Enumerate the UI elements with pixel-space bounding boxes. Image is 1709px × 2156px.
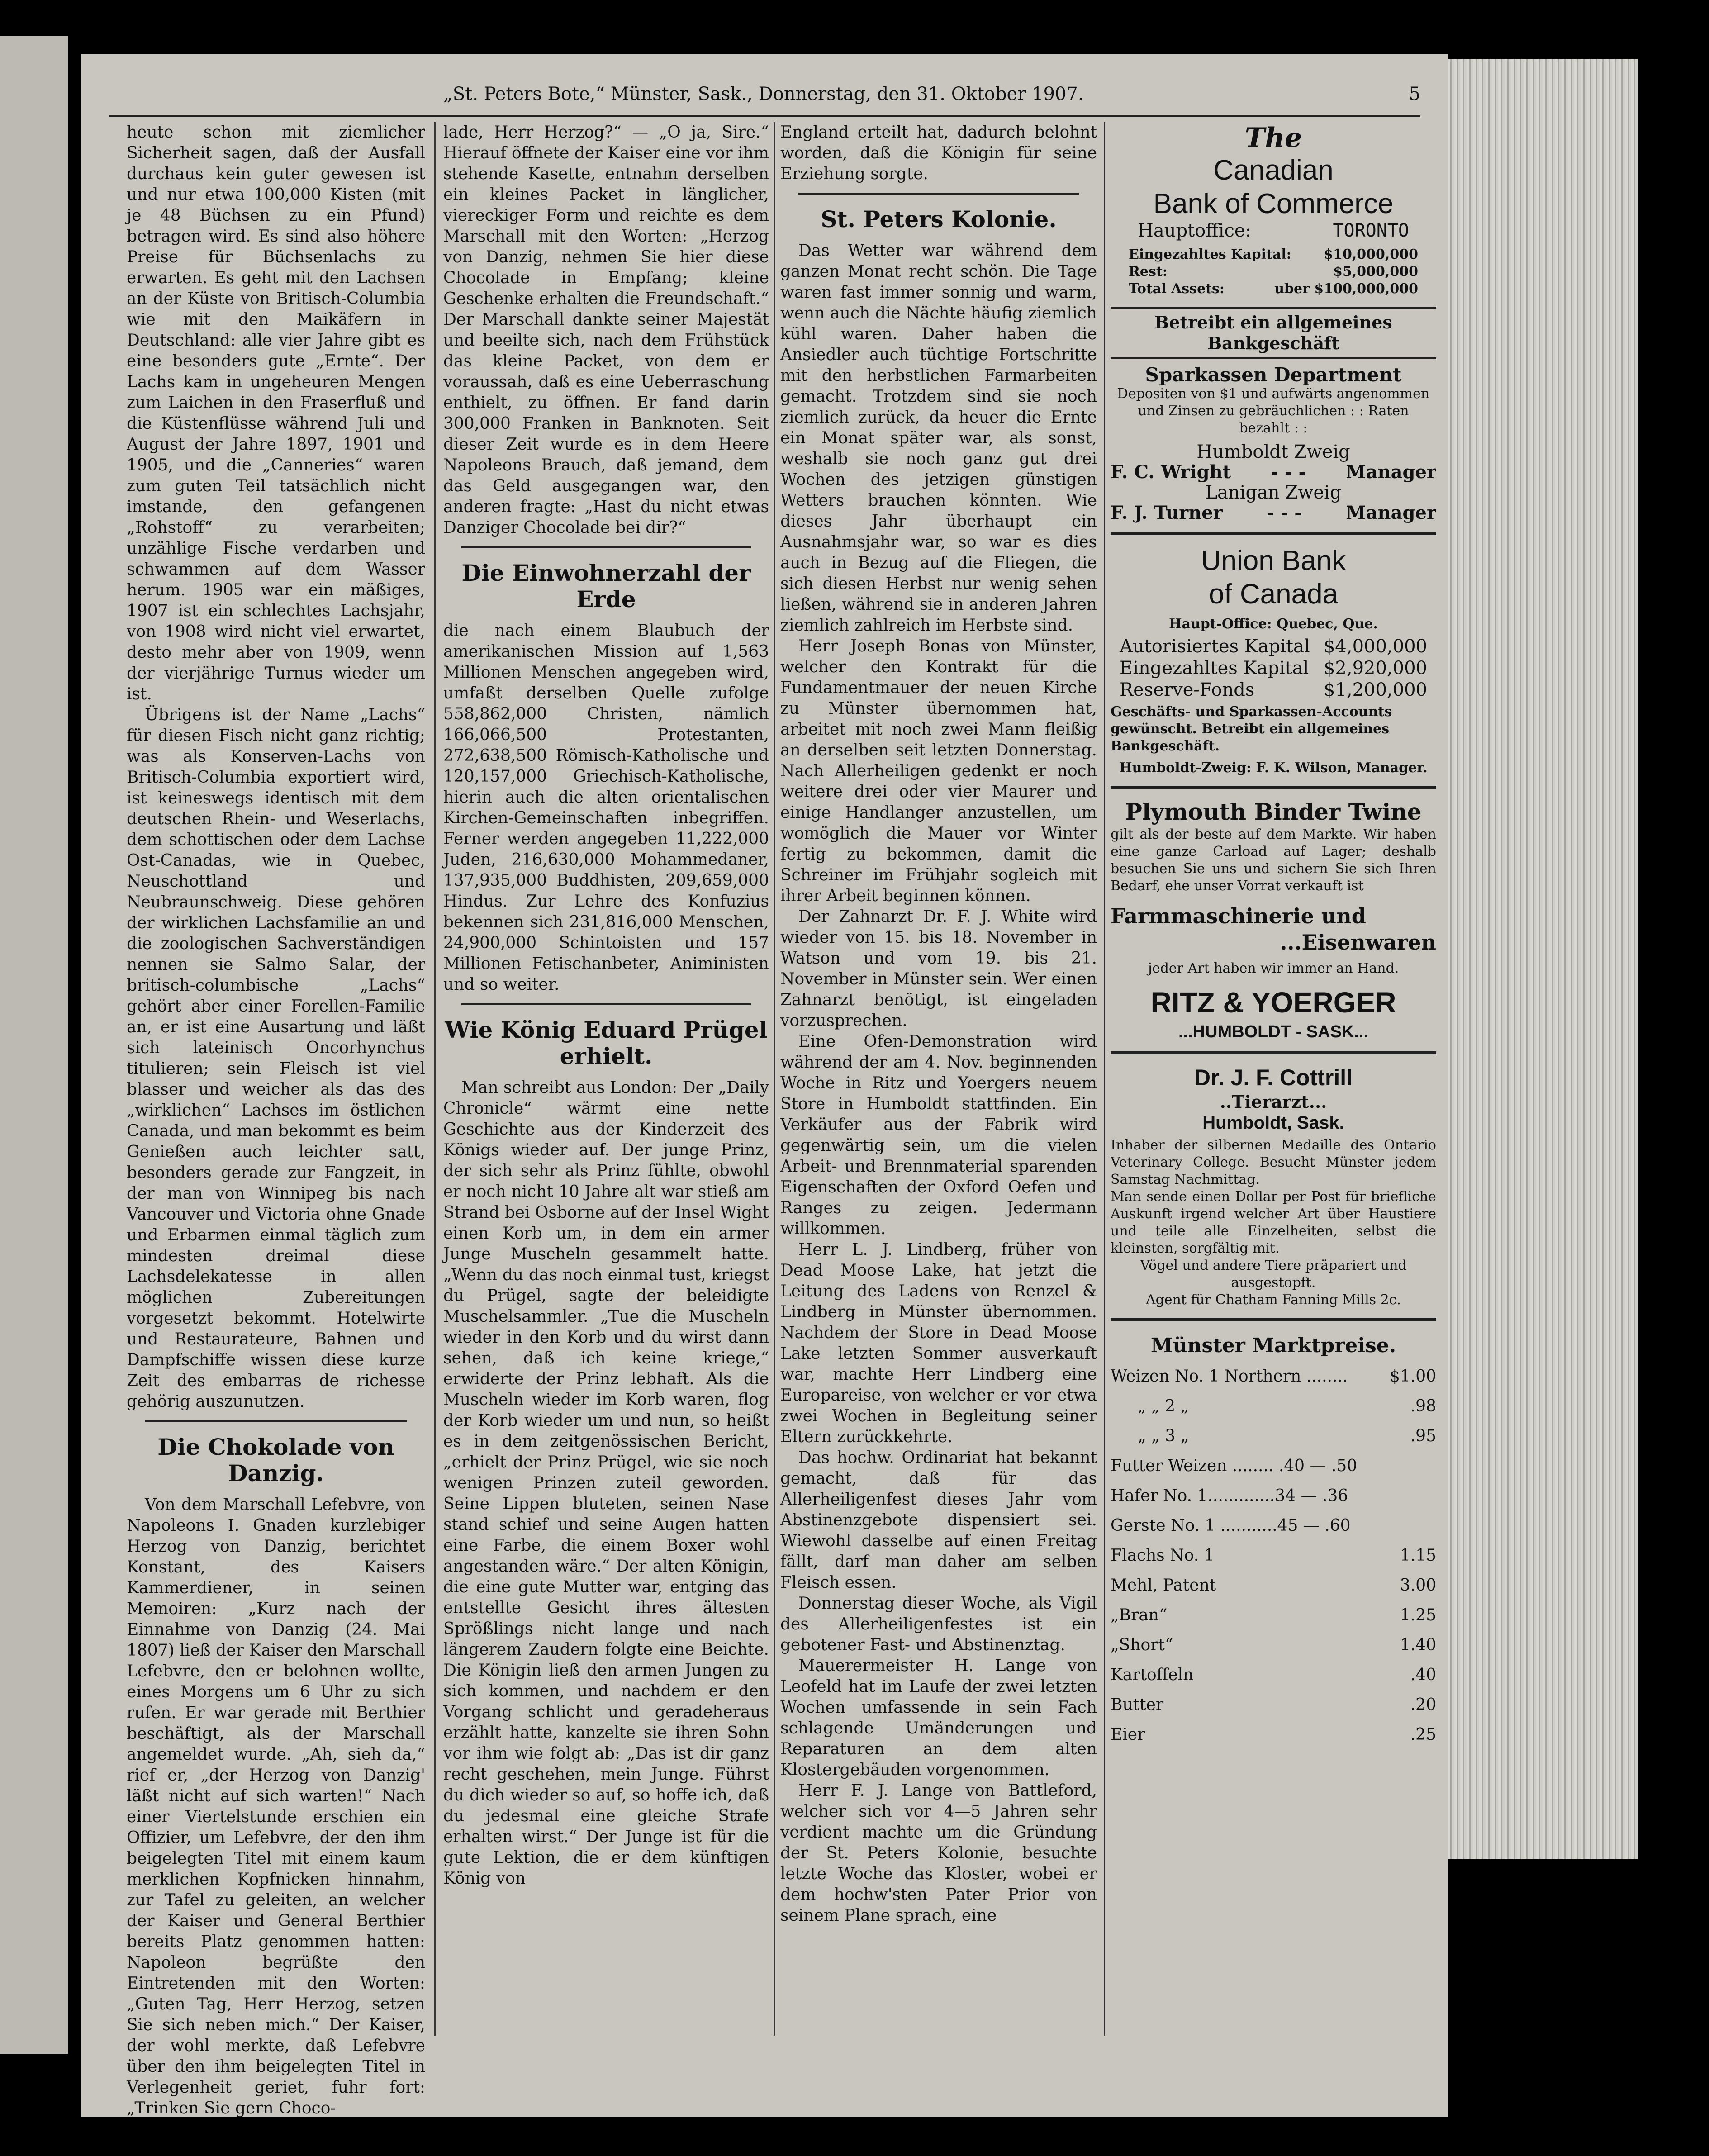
article-paragraph: lade, Herr Herzog?“ — „O ja, Sire.“ Hierauf öffnete der Kaiser eine vor ihm stehende Kasette, entnahm derselben ein kleines Packet in länglicher, viereckiger Form und reichte es dem Marschall mit den Worten: „Herzog von Danzig, nehmen Sie hier diese Chocolade in Empfang; kleine Geschenke erhalten die Freundschaft.“ Der Marschall dankte seiner Majestät und beeilte sich, nach dem Frühstück das kleine Packet, von dem er voraussah, daß es eine Ueberraschung enthielt, zu öffnen. Er fand darin 300,000 Franken in Banknoten. Seit dieser Zeit wurde es in dem Heere Napoleons Brauch, daß jemand, dem das Geld ausgegangen war, den anderen fragte: „Hast du nicht etwas Danziger Chocolade bei dir?“ bbox=[443, 123, 769, 537]
article-paragraph: Übrigens ist der Name „Lachs“ für diesen Fisch nicht ganz richtig; was als Konserven-Lachs von Britisch-Columbia exportiert wird, ist keineswegs identisch mit dem deutschen Rhein- und Weserlachs, dem schottischen oder dem Lachse Ost-Canadas, wie in Quebec, Neuschottland und Neubraunschweig. Diese gehören der wirklichen Lachsfamilie an und die zoologischen Sachverständigen nennen sie Salmo Salar, der britisch-columbische „Lachs“ gehört aber einer Forellen-Familie an, er ist eine Ausartung und läßt sich lateinisch Oncorhynchus titulieren; sein Fleisch ist viel blasser und weicher als das des „wirklichen“ Lachses im östlichen Canada, und man bekommt es beim Genießen auch leichter satt, besonders gerade zur Fangzeit, in der man von Winnipeg bis nach Vancouver und Victoria ohne Gnade und Erbarmen einmal täglich zum mindesten dreimal diese Lachsdelekatesse in allen möglichen Zubereitungen vorgesetzt bekommt. Hotelwirte und Restaurateure, Bahnen und Dampfschiffe wissen diese kurze Zeit des embarras de richesse gehörig auszunutzen. bbox=[127, 706, 425, 1411]
price-row: „ „ 3 „ .95 bbox=[1138, 1427, 1436, 1445]
price-row: Weizen No. 1 Northern ........ $1.00 bbox=[1111, 1367, 1436, 1386]
capital-row: Eingezahltes Kapital $2,920,000 bbox=[1120, 658, 1427, 679]
vet-place: Humboldt, Sask. bbox=[1202, 1113, 1344, 1133]
left-page-margin bbox=[0, 36, 68, 2054]
union-branch: Humboldt-Zweig: F. K. Wilson, Manager. bbox=[1119, 760, 1428, 776]
union-bank-ad bbox=[1111, 544, 1436, 777]
article-heading: Wie König Eduard Prügel erhielt. bbox=[445, 1016, 768, 1069]
head-office bbox=[1111, 221, 1436, 241]
savings-title: Sparkassen Department bbox=[1145, 364, 1402, 386]
union-text: Geschäfts- und Sparkassen-Accounts gewünscht. Betreibt ein allgemeines Bankgeschäft. bbox=[1111, 704, 1392, 754]
price-row: Butter .20 bbox=[1111, 1695, 1436, 1714]
article-heading: Die Einwohnerzahl der Erde bbox=[461, 560, 751, 613]
article-paragraph: Mauerermeister H. Lange von Leofeld hat im Laufe der zwei letzten Wochen umfassende in sein Fach schlagende Umänderungen und Reparaturen an dem alten Klostergebäuden vorgenommen. bbox=[780, 1657, 1097, 1779]
column-rule bbox=[434, 122, 436, 2036]
bank-name: of Canada bbox=[1208, 579, 1339, 610]
column-2 bbox=[443, 122, 769, 1889]
masthead: „St. Peters Bote,“ Münster, Sask., Donnerstag, den 31. Oktober 1907. bbox=[443, 84, 1084, 104]
vet-title: ..Tierarzt... bbox=[1220, 1092, 1327, 1112]
canadian-bank-of-commerce-ad bbox=[1111, 122, 1436, 523]
prices-title: Münster Marktpreise. bbox=[1150, 1334, 1396, 1357]
ad-title: ...Eisenwaren bbox=[1280, 930, 1436, 955]
ad-the: The bbox=[1244, 122, 1302, 154]
divider bbox=[461, 1003, 751, 1005]
divider bbox=[145, 1420, 407, 1422]
article-paragraph: heute schon mit ziemlicher Sicherheit sagen, daß der Ausfall durchaus kein guter gewesen ist und nur etwa 100,000 Kisten (mit je 48 Büchsen zu ein Pfund) betragen wird. Es sind also höhere Preise für Büchsenlachs zu erwarten. Es geht mit den Lachsen an der Küste von Britisch-Columbia wie mit den Maikäfern in Deutschland: alle vier Jahre gibt es eine besonders gute „Ernte“. Der Lachs kam in ungeheuren Mengen zum Laichen in den Fraserfluß und die Küstenflüsse während Juli und August der Jahre 1897, 1901 und 1905, und die „Canneries“ waren zum guten Teil tatsächlich nicht imstande, den gefangenen „Rohstoff“ zu verarbeiten; unzählige Fische verdarben und schwammen auf dem Wasser herum. 1905 war ein mäßiges, 1907 ist ein schlechtes Lachsjahr, von 1908 wird nicht viel erwartet, desto mehr aber von 1909, wenn der vierjährige Turnus wieder um ist. bbox=[127, 123, 425, 703]
price-row: „Bran“ 1.25 bbox=[1111, 1606, 1436, 1624]
bank-business: Betreibt ein allgemeines Bankgeschäft bbox=[1154, 312, 1392, 353]
article-paragraph: Von dem Marschall Lefebvre, von Napoleons I. Gnaden kurzlebiger Herzog von Danzig, berichtet Konstant, des Kaisers Kammerdiener, in seinen Memoiren: „Kurz nach der Einnahme von Danzig (24. Mai 1807) ließ der Kaiser den Marschall Lefebvre, den er belohnen wollte, eines Morgens um 6 Uhr zu sich rufen. Er war gerade mit Berthier beschäftigt, als der Marschall angemeldet wurde. „Ah, sieh da,“ rief er, „der Herzog von Danzig' läßt nicht auf sich warten!“ Nach einer Viertelstunde erschien ein Offizier, um Lefebvre, der den ihm beigelegten Titel mit einem kaum merklichen Kopfnicken hinnahm, zur Tafel zu geleiten, an welcher der Kaiser und General Berthier bereits Platz genommen hatten: Napoleon begrüßte den Eintretenden mit den Worten: „Guten Tag, Herr Herzog, setzen Sie sich neben mich.“ Der Kaiser, der wohl merkte, daß Lefebvre über den ihm beigelegten Titel in Verlegenheit geriet, fuhr fort: „Trinken Sie gern Choco- bbox=[127, 1496, 425, 2117]
article-paragraph: Das Wetter war während dem ganzen Monat recht schön. Die Tage waren fast immer sonnig und warm, wenn auch die Nächte häufig ziemlich kühl waren. Daher haben die Ansiedler auch tüchtige Fortschritte mit den herbstlichen Farmarbeiten gemacht. Trotzdem sind sie noch ziemlich zurück, da heuer die Ernte ein Monat später war, als sonst, weshalb sie noch ganz gut drei Wochen des jetzigen günstigen Wetters brauchen könnten. Wie dieses Jahr überhaupt ein Ausnahmsjahr war, so war es dies auch in Bezug auf die Fliegen, die sich diesen Herbst nur wenig sehen ließen, während sie in anderen Jahren ziemlich zahlreich im Herbste sind. bbox=[780, 242, 1097, 635]
savings-text: Depositen von $1 und aufwärts angenommen und Zinsen zu gebräuchlichen : : Raten bezahlt : : bbox=[1117, 386, 1430, 436]
article-paragraph: Man schreibt aus London: Der „Daily Chronicle“ wärmt eine nette Geschichte aus der Kinderzeit des Königs wieder auf. Der junge Prinz, der sich sehr als Prinz fühlte, obwohl er noch nicht 10 Jahre alt war stieß am Strand bei Osborne auf der Insel Wight einen Korb um, in dem ein armer Junge Muscheln gesammelt hatte. „Wenn du das noch einmal tust, kriegst du Prügel, sagte der beleidigte Muschelsammler. „Tue die Muscheln wieder in den Korb und du wirst dann sehen, daß ich keine kriege,“ erwiderte der Prinz lebhaft. Als die Muscheln wieder im Korb waren, flog der Korb wieder um und nun, so heißt es in dem zeitgenössischen Bericht, „erhielt der Prinz Prügel, wie sie noch wenigen Prinzen zuteil geworden. Seine Lippen bluteten, seinen Nase stand schief und seine Augen hatten eine Farbe, die einem Boxer wohl angestanden wäre.“ Der alten Königin, die eine gute Mutter war, entging das entstellte Gesicht ihres ältesten Sprößlings nicht lange und nach längerem Zaudern folgte eine Beichte. Die Königin ließ den armen Jungen zu sich kommen, und nachdem er den Vorgang schlicht und geradeheraus erzählt hatte, kanzelte sie ihren Sohn vor ihm wie folgt ab: „Das ist dir ganz recht geschehen, mein Junge. Führst du dich wieder so auf, so hoffe ich, daß du jedesmal eine gleiche Strafe erhalten wirst.“ Der Junge ist für die gute Lektion, die er dem künftigen König von bbox=[443, 1078, 769, 1888]
manager-row: F. J. Turner - - - Manager bbox=[1111, 502, 1436, 523]
head-office-label: Hauptoffice: bbox=[1138, 220, 1252, 241]
price-row: Futter Weizen ........ .40 — .50 bbox=[1111, 1457, 1358, 1475]
manager-row: F. C. Wright - - - Manager bbox=[1111, 461, 1436, 483]
bank-name: Canadian bbox=[1213, 155, 1334, 186]
price-row: „ „ 2 „ .98 bbox=[1138, 1397, 1436, 1415]
article-paragraph: Herr L. J. Lindberg, früher von Dead Moose Lake, hat jetzt die Leitung des Ladens von Renzel & Lindberg in Münster übernommen. Nachdem der Store in Dead Moose Lake letzten Sommer ausverkauft war, machte Herr Lindberg eine Europareise, von welcher er vor etwa zwei Wochen in Begleitung seiner Eltern zurückkehrte. bbox=[780, 1240, 1097, 1446]
vet-name: Dr. J. F. Cottrill bbox=[1194, 1065, 1353, 1090]
price-row: Mehl, Patent 3.00 bbox=[1111, 1576, 1436, 1595]
article-paragraph: Donnerstag dieser Woche, als Vigil des Allerheiligenfestes ist ein gebotener Fast- und Abstinenztag. bbox=[780, 1594, 1097, 1654]
divider bbox=[798, 193, 1079, 195]
ritz-yoerger-ad bbox=[1111, 798, 1436, 1042]
divider bbox=[461, 546, 751, 548]
column-1 bbox=[127, 122, 425, 2117]
price-row: Hafer No. 1.............34 — .36 bbox=[1111, 1486, 1348, 1505]
branch-name: Lanigan Zweig bbox=[1205, 482, 1342, 503]
price-row: Kartoffeln .40 bbox=[1111, 1666, 1436, 1684]
head-office: Haupt-Office: Quebec, Que. bbox=[1169, 616, 1378, 632]
price-row: Gerste No. 1 ...........45 — .60 bbox=[1111, 1516, 1351, 1535]
article-heading: St. Peters Kolonie. bbox=[821, 206, 1057, 233]
column-rule bbox=[1104, 122, 1105, 2036]
ad-text: gilt als der beste auf dem Markte. Wir haben eine ganze Carload auf Lager; deshalb besuchen Sie uns und sichern Sie sich Ihren Bedarf, ehe unser Vorrat verkauft ist bbox=[1111, 826, 1436, 894]
price-row: Eier .25 bbox=[1111, 1725, 1436, 1744]
capital-row: Eingezahltes Kapital: $10,000,000 bbox=[1129, 247, 1418, 262]
ad-title: Farmmaschinerie und bbox=[1111, 904, 1366, 928]
article-heading: Die Chokolade von Danzig. bbox=[157, 1434, 394, 1486]
article-paragraph: die nach einem Blaubuch der amerikanischen Mission auf 1,563 Millionen Menschen angegeben wird, umfaßt derselben Quelle zufolge 558,862,000 Christen, nämlich 166,066,500 Protestanten, 272,638,500 Römisch-Katholische und 120,157,000 Griechisch-Katholische, hierin auch die alten orientalischen Kirchen-Gemeinschaften inbegriffen. Ferner werden angegeben 11,222,000 Juden, 216,630,000 Mohammedaner, 137,935,000 Buddhisten, 209,659,000 Hindus. Zur Lehre des Konfuzius bekennen sich 231,816,000 Menschen, 24,900,000 Schintoisten und 157 Millionen Fetischanbeter, Aniministen und so weiter. bbox=[443, 622, 769, 994]
firm-name: RITZ & YOERGER bbox=[1150, 986, 1396, 1019]
vet-text: Inhaber der silbernen Medaille des Ontario Veterinary College. Besucht Münster jedem Samstag Nachmittag. bbox=[1111, 1137, 1436, 1187]
vet-text: Vögel und andere Tiere präpariert und ausgestopft. bbox=[1140, 1258, 1407, 1291]
article-paragraph: England erteilt hat, dadurch belohnt worden, daß die Königin für seine Erziehung sorgte. bbox=[780, 123, 1097, 183]
market-prices bbox=[1111, 1330, 1436, 1750]
newspaper-page bbox=[81, 54, 1448, 2117]
column-rule bbox=[774, 122, 775, 2036]
capital-row: Reserve-Fonds $1,200,000 bbox=[1120, 679, 1427, 700]
capital-row: Autorisiertes Kapital $4,000,000 bbox=[1120, 636, 1427, 657]
article-paragraph: Der Zahnarzt Dr. F. J. White wird wieder von 15. bis 18. November in Watson und vom 19. bis 21. November in Münster sein. Wer einen Zahnarzt benötigt, ist eingeladen vorzusprechen. bbox=[780, 907, 1097, 1030]
article-paragraph: Eine Ofen-Demonstration wird während der am 4. Nov. beginnenden Woche in Ritz und Yoergers neuem Store in Humboldt stattfinden. Ein Verkäufer aus der Fabrik wird gegenwärtig sein, um die vielen Arbeit- und Brennmaterial sparenden Eigenschaften der Oxford Oefen und Ranges zu zeigen. Jedermann willkommen. bbox=[780, 1032, 1097, 1238]
price-row: „Short“ 1.40 bbox=[1111, 1636, 1436, 1654]
bank-name: Bank of Commerce bbox=[1153, 188, 1394, 219]
branch-name: Humboldt Zweig bbox=[1196, 442, 1350, 462]
advertisement-column bbox=[1111, 122, 1436, 2022]
firm-place: ...HUMBOLDT - SASK... bbox=[1178, 1022, 1369, 1041]
ad-title: Plymouth Binder Twine bbox=[1125, 798, 1422, 825]
page-header bbox=[109, 79, 1420, 117]
vet-text: Man sende einen Dollar per Post für briefliche Auskunft irgend welcher Art über Haustiere und teile alle Einzelheiten, selbst die kleinsten, sorgfältig mit. bbox=[1111, 1189, 1436, 1256]
page-number: 5 bbox=[1409, 84, 1420, 104]
veterinarian-ad bbox=[1111, 1064, 1436, 1309]
price-row: Flachs No. 1 1.15 bbox=[1111, 1546, 1436, 1565]
bank-name: Union Bank bbox=[1201, 545, 1346, 576]
capital-row: Total Assets: uber $100,000,000 bbox=[1129, 281, 1418, 297]
article-paragraph: Das hochw. Ordinariat hat bekannt gemacht, daß für das Allerheiligenfest dieses Jahr vom Abstinenzgebote dispensiert sei. Wiewohl dasselbe auf einen Freitag fällt, darf man daher am selben Fleisch essen. bbox=[780, 1448, 1097, 1592]
ad-text: jeder Art haben wir immer an Hand. bbox=[1148, 960, 1399, 976]
article-paragraph: Herr F. J. Lange von Battleford, welcher sich vor 4—5 Jahren sehr verdient machte um die Gründung der St. Peters Kolonie, besuchte letzte Woche das Kloster, wobei er dem hochw'sten Pater Prior von seinem Plane sprach, eine bbox=[780, 1781, 1097, 1925]
article-paragraph: Herr Joseph Bonas von Münster, welcher den Kontrakt für die Fundamentmauer der neuen Kirche zu Münster übernommen hat, arbeitet mit noch zwei Mann fleißig an derselben seit letzten Donnerstag. Nach Allerheiligen gedenkt er noch weitere drei oder vier Maurer und einige Handlanger anzustellen, um womöglich die Mauer vor Winter fertig zu bekommen, damit die Schreiner im Frühjahr sogleich mit ihrer Arbeit beginnen können. bbox=[780, 637, 1097, 905]
capital-row: Rest: $5,000,000 bbox=[1129, 264, 1418, 280]
page-edge bbox=[1448, 59, 1638, 1859]
head-office-city: TORONTO bbox=[1333, 220, 1409, 241]
vet-text: Agent für Chatham Fanning Mills 2c. bbox=[1145, 1292, 1401, 1308]
column-3 bbox=[780, 122, 1097, 1926]
